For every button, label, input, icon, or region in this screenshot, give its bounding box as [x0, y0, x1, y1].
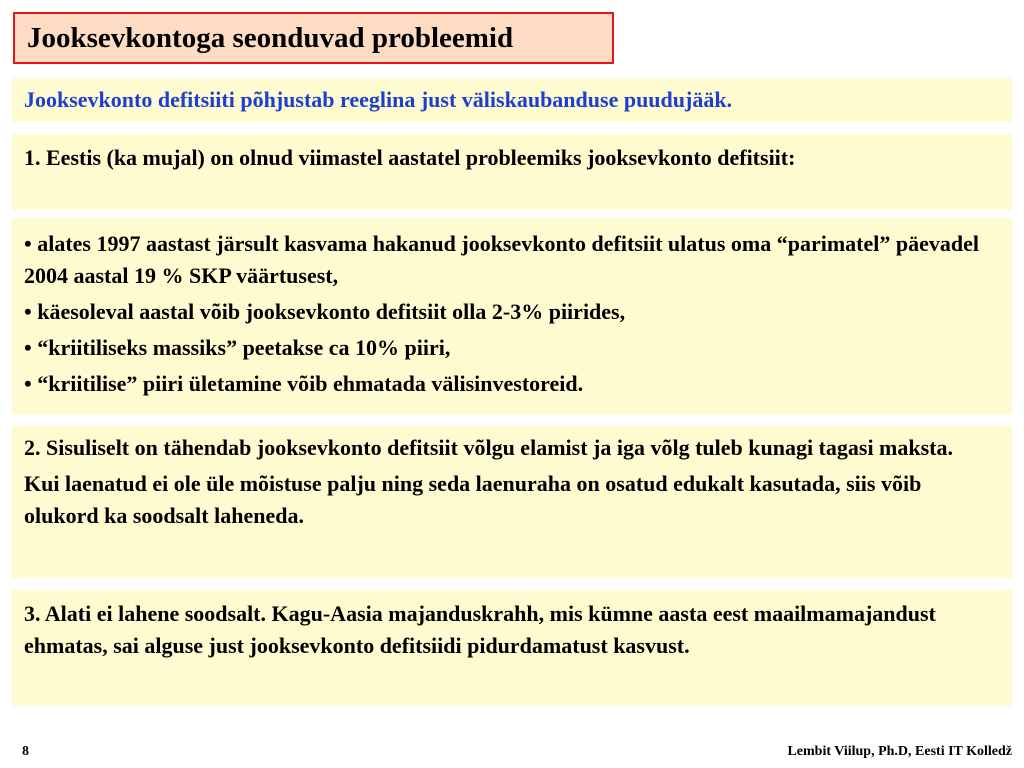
- bullet-item: • käesoleval aastal võib jooksevkonto defitsiit olla 2-3% piirides,: [24, 299, 626, 324]
- bullet-item: • “kriitiliseks massiks” peetakse ca 10% piiri,: [24, 335, 451, 360]
- section-2-paragraph-2: Kui laenatud ei ole üle mõistuse palju ning seda laenuraha on osatud edukalt kasutada, siis võib olukord ka soodsalt laheneda.: [24, 471, 922, 528]
- bullet-item: • “kriitilise” piiri ületamine võib ehmatada välisinvestoreid.: [24, 371, 584, 396]
- bullet-item: • alates 1997 aastast järsult kasvama hakanud jooksevkonto defitsiit ulatus oma “parimatel” päevadel 2004 aastal 19 % SKP väärtusest,: [24, 231, 979, 288]
- intro-box: [12, 78, 1012, 122]
- section-1-text: 1. Eestis (ka mujal) on olnud viimastel aastatel probleemiks jooksevkonto defitsiit:: [24, 145, 796, 170]
- section-3-box: [12, 590, 1012, 706]
- section-2-paragraph-1: 2. Sisuliselt on tähendab jooksevkonto defitsiit võlgu elamist ja iga võlg tuleb kunagi tagasi maksta.: [24, 435, 954, 460]
- bullet-list-box: [12, 218, 1012, 414]
- section-1-box: [12, 134, 1012, 210]
- intro-text: Jooksevkonto defitsiiti põhjustab reeglina just väliskaubanduse puudujääk.: [24, 87, 733, 112]
- page-number: 8: [22, 744, 29, 759]
- slide-title: Jooksevkontoga seonduvad probleemid: [13, 12, 614, 64]
- footer-author: Lembit Viilup, Ph.D, Eesti IT Kolledž: [787, 744, 1012, 759]
- section-3-text: 3. Alati ei lahene soodsalt. Kagu-Aasia majanduskrahh, mis kümne aasta eest maailmamajandust ehmatas, sai alguse just jooksevkonto defitsiidi pidurdamatust kasvust.: [24, 601, 936, 658]
- section-2-box: [12, 426, 1012, 578]
